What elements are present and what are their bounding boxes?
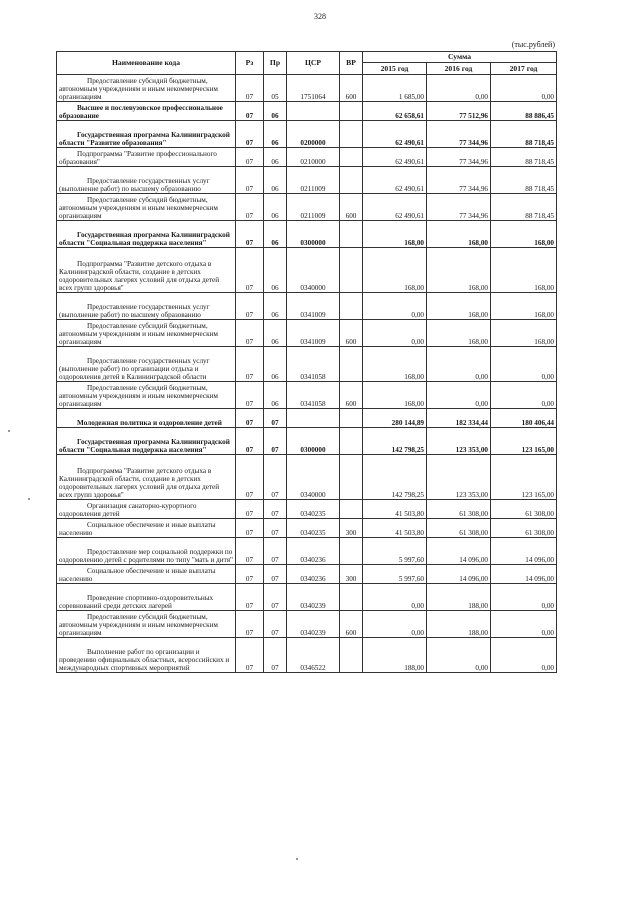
row-amount-2015: 0,00: [363, 584, 427, 611]
row-amount-2017: 0,00: [491, 347, 557, 382]
row-pr: 06: [264, 167, 287, 194]
row-vr: [340, 102, 363, 121]
row-amount-2015: 188,00: [363, 638, 427, 673]
row-csr: 0300000: [287, 428, 340, 455]
row-amount-2017: 88 718,45: [491, 167, 557, 194]
row-pr: 07: [264, 500, 287, 519]
header-vr: ВР: [340, 52, 363, 75]
row-pr: 07: [264, 519, 287, 538]
row-pr: 06: [264, 248, 287, 293]
row-rz: 07: [236, 409, 264, 428]
row-amount-2015: 142 798,25: [363, 455, 427, 500]
header-2015: 2015 год: [363, 63, 427, 75]
row-amount-2017: 0,00: [491, 75, 557, 102]
table-row: [57, 565, 557, 584]
row-amount-2016: 77 344,96: [427, 121, 491, 148]
row-amount-2015: 0,00: [363, 611, 427, 638]
row-amount-2016: 188,00: [427, 584, 491, 611]
row-name: Государственная программа Калининградской области "Социальная поддержка населения": [57, 428, 236, 455]
row-amount-2015: 41 503,80: [363, 519, 427, 538]
row-vr: 600: [340, 382, 363, 409]
row-amount-2015: 168,00: [363, 221, 427, 248]
row-amount-2016: 0,00: [427, 75, 491, 102]
row-rz: 07: [236, 248, 264, 293]
row-csr: 0341058: [287, 347, 340, 382]
row-amount-2017: 168,00: [491, 320, 557, 347]
header-name: Наименование кода: [57, 52, 236, 75]
row-name: Проведение спортивно-оздоровительных соревнований среди детских лагерей: [57, 584, 236, 611]
table-row: [57, 519, 557, 538]
row-amount-2016: 188,00: [427, 611, 491, 638]
row-csr: 0340000: [287, 455, 340, 500]
row-csr: 0340236: [287, 538, 340, 565]
row-vr: 600: [340, 611, 363, 638]
row-amount-2016: 168,00: [427, 320, 491, 347]
row-pr: 07: [264, 428, 287, 455]
row-amount-2015: 0,00: [363, 293, 427, 320]
row-name: Предоставление субсидий бюджетным, автономным учреждениям и иным некоммерческим организациям: [57, 320, 236, 347]
row-csr: 0211009: [287, 194, 340, 221]
table-row: [57, 538, 557, 565]
row-amount-2016: 168,00: [427, 248, 491, 293]
table-row: [57, 121, 557, 148]
row-rz: 07: [236, 538, 264, 565]
row-pr: 07: [264, 611, 287, 638]
row-amount-2015: 5 997,60: [363, 565, 427, 584]
row-amount-2017: 0,00: [491, 638, 557, 673]
scan-speck: [8, 430, 10, 432]
row-amount-2015: 62 490,61: [363, 167, 427, 194]
row-rz: 07: [236, 638, 264, 673]
header-row: [57, 52, 557, 63]
row-amount-2016: 168,00: [427, 293, 491, 320]
row-pr: 05: [264, 75, 287, 102]
row-amount-2015: 168,00: [363, 248, 427, 293]
row-pr: 06: [264, 347, 287, 382]
row-amount-2016: 61 308,00: [427, 500, 491, 519]
row-name: Предоставление субсидий бюджетным, автономным учреждениям и иным некоммерческим организациям: [57, 194, 236, 221]
row-pr: 06: [264, 320, 287, 347]
row-amount-2015: 62 490,61: [363, 194, 427, 221]
row-amount-2015: 142 798,25: [363, 428, 427, 455]
row-csr: 0340236: [287, 565, 340, 584]
row-rz: 07: [236, 293, 264, 320]
row-amount-2015: 62 490,61: [363, 148, 427, 167]
row-rz: 07: [236, 519, 264, 538]
row-csr: 0341009: [287, 293, 340, 320]
row-csr: 0340235: [287, 500, 340, 519]
budget-table-body: [57, 75, 557, 673]
table-row: [57, 75, 557, 102]
row-csr: 0341009: [287, 320, 340, 347]
row-rz: 07: [236, 320, 264, 347]
row-name: Предоставление государственных услуг (выполнение работ) по организации отдыха и оздоровления детей в Калининградской области: [57, 347, 236, 382]
row-vr: [340, 347, 363, 382]
row-vr: [340, 538, 363, 565]
row-amount-2016: 168,00: [427, 221, 491, 248]
row-vr: [340, 455, 363, 500]
row-amount-2017: 14 096,00: [491, 538, 557, 565]
row-rz: 07: [236, 75, 264, 102]
row-rz: 07: [236, 382, 264, 409]
row-csr: 0340239: [287, 584, 340, 611]
row-name: Выполнение работ по организации и проведению официальных областных, всероссийских и международных спортивных мероприятий: [57, 638, 236, 673]
header-sum: Сумма: [363, 52, 557, 63]
header-2017: 2017 год: [491, 63, 557, 75]
row-amount-2016: 0,00: [427, 347, 491, 382]
row-vr: 600: [340, 194, 363, 221]
row-amount-2015: 0,00: [363, 320, 427, 347]
row-csr: 0340239: [287, 611, 340, 638]
table-row: [57, 347, 557, 382]
row-vr: [340, 221, 363, 248]
row-name: Предоставление субсидий бюджетным, автономным учреждениям и иным некоммерческим организациям: [57, 75, 236, 102]
row-vr: [340, 248, 363, 293]
row-pr: 06: [264, 293, 287, 320]
row-csr: 1751064: [287, 75, 340, 102]
row-name: Предоставление субсидий бюджетным, автономным учреждениям и иным некоммерческим организациям: [57, 382, 236, 409]
row-name: Предоставление государственных услуг (выполнение работ) по высшему образованию: [57, 167, 236, 194]
row-vr: [340, 148, 363, 167]
row-vr: [340, 638, 363, 673]
row-rz: 07: [236, 565, 264, 584]
row-amount-2017: 61 308,00: [491, 500, 557, 519]
row-rz: 07: [236, 102, 264, 121]
row-vr: 600: [340, 320, 363, 347]
row-amount-2017: 88 718,45: [491, 121, 557, 148]
row-csr: [287, 409, 340, 428]
row-vr: 600: [340, 75, 363, 102]
row-amount-2016: 123 353,00: [427, 455, 491, 500]
table-row: [57, 455, 557, 500]
row-name: Социальное обеспечение и иные выплаты населению: [57, 565, 236, 584]
row-amount-2016: 14 096,00: [427, 538, 491, 565]
row-name: Подпрограмма "Развитие детского отдыха в Калининградской области, создание в детских оздоровительных лагерях условий для отдыха детей всех групп здоровья": [57, 248, 236, 293]
row-vr: [340, 584, 363, 611]
row-amount-2016: 77 512,96: [427, 102, 491, 121]
row-amount-2015: 1 685,00: [363, 75, 427, 102]
row-amount-2017: 0,00: [491, 382, 557, 409]
row-name: Предоставление субсидий бюджетным, автономным учреждениям и иным некоммерческим организациям: [57, 611, 236, 638]
row-amount-2017: 88 718,45: [491, 194, 557, 221]
row-amount-2017: 168,00: [491, 293, 557, 320]
row-amount-2016: 77 344,96: [427, 167, 491, 194]
row-amount-2016: 77 344,96: [427, 148, 491, 167]
row-csr: 0346522: [287, 638, 340, 673]
row-amount-2015: 5 997,60: [363, 538, 427, 565]
row-rz: 07: [236, 221, 264, 248]
row-name: Государственная программа Калининградской области "Социальная поддержка населения": [57, 221, 236, 248]
row-rz: 07: [236, 584, 264, 611]
table-row: [57, 102, 557, 121]
row-rz: 07: [236, 194, 264, 221]
row-vr: [340, 121, 363, 148]
row-name: Организация санаторно-курортного оздоровления детей: [57, 500, 236, 519]
row-csr: 0340000: [287, 248, 340, 293]
row-amount-2016: 123 353,00: [427, 428, 491, 455]
row-pr: 07: [264, 455, 287, 500]
table-row: [57, 584, 557, 611]
row-csr: 0340235: [287, 519, 340, 538]
row-csr: 0300000: [287, 221, 340, 248]
table-row: [57, 428, 557, 455]
scan-speck: [296, 858, 298, 860]
row-pr: 06: [264, 121, 287, 148]
row-vr: 300: [340, 565, 363, 584]
budget-table: [56, 51, 557, 673]
row-amount-2017: 0,00: [491, 584, 557, 611]
table-row: [57, 148, 557, 167]
row-name: Социальное обеспечение и иные выплаты населению: [57, 519, 236, 538]
table-row: [57, 194, 557, 221]
table-row: [57, 638, 557, 673]
row-amount-2017: 168,00: [491, 221, 557, 248]
row-amount-2016: 61 308,00: [427, 519, 491, 538]
row-csr: 0200000: [287, 121, 340, 148]
row-vr: [340, 293, 363, 320]
row-rz: 07: [236, 121, 264, 148]
table-row: [57, 611, 557, 638]
row-vr: 300: [340, 519, 363, 538]
row-amount-2017: 14 096,00: [491, 565, 557, 584]
row-csr: 0210000: [287, 148, 340, 167]
row-pr: 07: [264, 584, 287, 611]
row-name: Молодежная политика и оздоровление детей: [57, 409, 236, 428]
row-rz: 07: [236, 611, 264, 638]
row-vr: [340, 409, 363, 428]
row-pr: 06: [264, 102, 287, 121]
row-amount-2015: 280 144,89: [363, 409, 427, 428]
header-2016: 2016 год: [427, 63, 491, 75]
page-number: 328: [314, 12, 326, 21]
table-row: [57, 500, 557, 519]
row-pr: 06: [264, 148, 287, 167]
row-amount-2016: 0,00: [427, 638, 491, 673]
row-name: Предоставление мер социальной поддержки по оздоровлению детей с родителями по типу "мать и дитя": [57, 538, 236, 565]
row-name: Подпрограмма "Развитие профессионального образования": [57, 148, 236, 167]
table-row: [57, 382, 557, 409]
table-row: [57, 409, 557, 428]
header-pr: Пр: [264, 52, 287, 75]
row-amount-2017: 88 886,45: [491, 102, 557, 121]
table-row: [57, 221, 557, 248]
row-amount-2017: 123 165,00: [491, 455, 557, 500]
row-amount-2016: 77 344,96: [427, 194, 491, 221]
row-pr: 07: [264, 409, 287, 428]
row-rz: 07: [236, 347, 264, 382]
row-rz: 07: [236, 148, 264, 167]
row-vr: [340, 167, 363, 194]
row-csr: 0211009: [287, 167, 340, 194]
row-pr: 07: [264, 538, 287, 565]
row-amount-2017: 168,00: [491, 248, 557, 293]
row-vr: [340, 428, 363, 455]
units-note: (тыс.рублей): [511, 40, 555, 49]
row-amount-2016: 0,00: [427, 382, 491, 409]
table-row: [57, 320, 557, 347]
row-name: Подпрограмма "Развитие детского отдыха в Калининградской области, создание в детских оздоровительных лагерях условий для отдыха детей всех групп здоровья": [57, 455, 236, 500]
row-rz: 07: [236, 428, 264, 455]
row-csr: 0341058: [287, 382, 340, 409]
row-pr: 07: [264, 638, 287, 673]
row-rz: 07: [236, 167, 264, 194]
scan-speck: [28, 498, 30, 500]
row-amount-2015: 41 503,80: [363, 500, 427, 519]
row-amount-2015: 168,00: [363, 382, 427, 409]
header-csr: ЦСР: [287, 52, 340, 75]
table-row: [57, 293, 557, 320]
row-amount-2015: 168,00: [363, 347, 427, 382]
row-pr: 06: [264, 221, 287, 248]
header-rz: Рз: [236, 52, 264, 75]
row-pr: 06: [264, 382, 287, 409]
row-amount-2017: 0,00: [491, 611, 557, 638]
row-amount-2016: 182 334,44: [427, 409, 491, 428]
row-rz: 07: [236, 500, 264, 519]
row-name: Государственная программа Калининградской области "Развитие образования": [57, 121, 236, 148]
row-amount-2017: 61 308,00: [491, 519, 557, 538]
table-row: [57, 248, 557, 293]
row-name: Высшее и послевузовское профессиональное образование: [57, 102, 236, 121]
row-name: Предоставление государственных услуг (выполнение работ) по высшему образованию: [57, 293, 236, 320]
row-pr: 07: [264, 565, 287, 584]
row-amount-2017: 88 718,45: [491, 148, 557, 167]
row-amount-2015: 62 490,61: [363, 121, 427, 148]
row-amount-2015: 62 658,61: [363, 102, 427, 121]
row-csr: [287, 102, 340, 121]
row-vr: [340, 500, 363, 519]
row-rz: 07: [236, 455, 264, 500]
row-amount-2017: 180 406,44: [491, 409, 557, 428]
row-amount-2016: 14 096,00: [427, 565, 491, 584]
row-pr: 06: [264, 194, 287, 221]
table-row: [57, 167, 557, 194]
row-amount-2017: 123 165,00: [491, 428, 557, 455]
